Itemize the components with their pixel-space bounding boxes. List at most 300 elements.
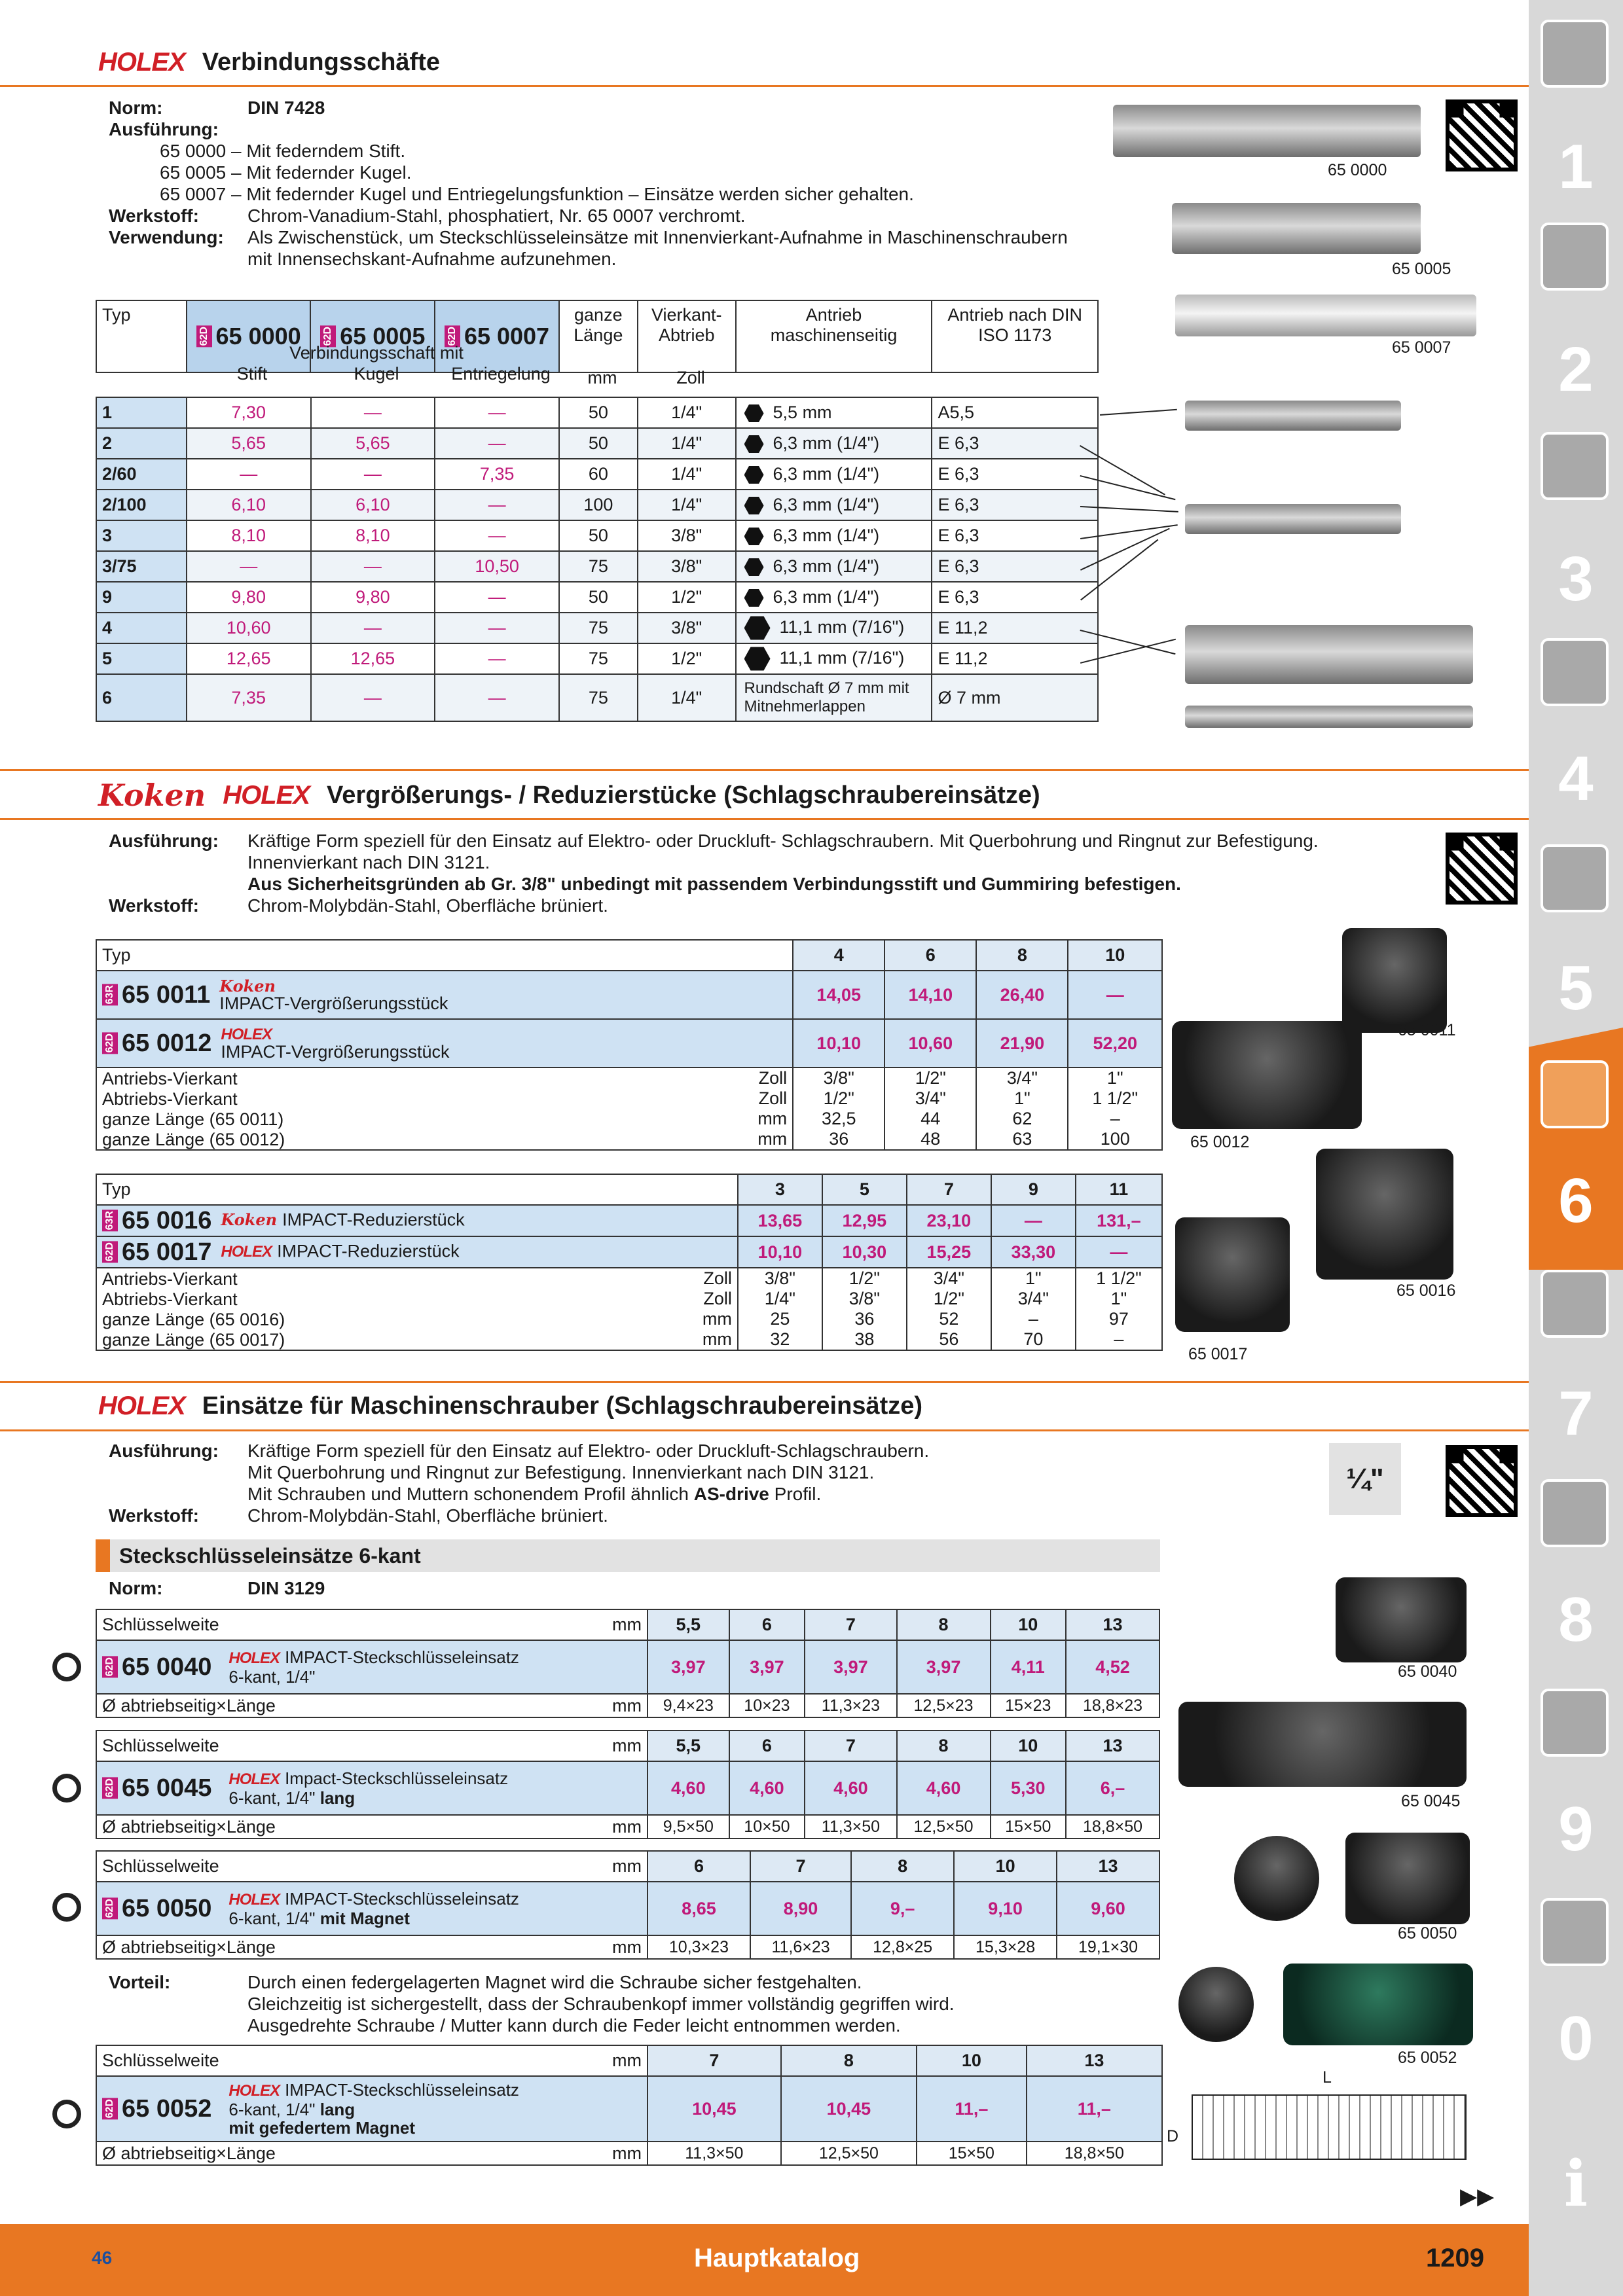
qr-code[interactable]	[1446, 99, 1518, 171]
vorteil-line: Durch einen federgelagerten Magnet wird die Schraube sicher festgehalten.	[247, 1972, 862, 1992]
size-badge: ¼"	[1329, 1443, 1401, 1515]
cell-vierkant: 3/8"	[638, 520, 736, 551]
cell-price: 12,95	[822, 1205, 907, 1236]
chapter-icon[interactable]	[1541, 1270, 1609, 1338]
cell-din: E 6,3	[932, 582, 1098, 613]
caption: 65 0016	[1396, 1282, 1456, 1300]
cell-price: —	[187, 459, 311, 490]
th-size: 13	[1066, 1731, 1159, 1761]
th-size: 8	[781, 2045, 917, 2076]
spec-value: 70	[991, 1329, 1076, 1350]
spec-value: 1"	[1076, 1289, 1162, 1309]
th-size: 7	[805, 1609, 896, 1640]
dim-value: 15×50	[991, 1815, 1067, 1839]
spec-value: 52	[907, 1309, 991, 1329]
th-vierkant: Vierkant-Abtrieb	[638, 300, 736, 372]
spec-label: ganze Länge (65 0016)	[96, 1309, 627, 1329]
table-vergroesserungsstueck	[96, 939, 1163, 1151]
cell-vierkant: 1/4"	[638, 397, 736, 428]
product-cell: 62D 65 0040 HOLEX IMPACT-Steckschlüsseleinsatz 6-kant, 1/4"	[96, 1640, 647, 1694]
cell-price: 4,60	[805, 1761, 896, 1815]
dimension-row	[96, 1815, 1159, 1839]
holex-logo: HOLEX	[98, 1391, 185, 1420]
header-row	[96, 940, 1162, 971]
cell-price: 13,65	[738, 1205, 822, 1236]
spec-row	[96, 1109, 1162, 1129]
th-unit: mm	[607, 1851, 647, 1882]
product-image-650050-front	[1234, 1836, 1319, 1921]
cell-price: 4,60	[897, 1761, 991, 1815]
cell-price: 33,30	[991, 1236, 1076, 1268]
th-schluesselweite: Schlüsselweite	[96, 1609, 607, 1640]
cell-price: —	[435, 674, 559, 721]
cell-price: 10,60	[884, 1019, 976, 1067]
spec-value: 36	[822, 1309, 907, 1329]
cell-din: E 6,3	[932, 428, 1098, 459]
th-size: 3	[738, 1174, 822, 1205]
holex-logo: HOLEX	[98, 47, 185, 77]
th-size: 6	[884, 940, 976, 971]
spec-value: 25	[738, 1309, 822, 1329]
table-650040	[96, 1609, 1160, 1718]
ausfuehrung-label: Ausführung:	[109, 831, 219, 851]
werkstoff-value: Chrom-Molybdän-Stahl, Oberfläche brüniert.	[247, 1505, 608, 1526]
spec-unit: mm	[757, 1109, 788, 1128]
th-size: 9	[991, 1174, 1076, 1205]
table-row	[96, 674, 1098, 721]
chapter-icon[interactable]	[1541, 432, 1609, 500]
th-size: 4	[793, 940, 884, 971]
product-image-650040	[1336, 1577, 1467, 1662]
ausfuehrung-value: Mit Schrauben und Muttern schonendem Profil ähnlich AS-drive Profil.	[247, 1484, 822, 1504]
product-drawing-shaft	[1185, 504, 1401, 534]
product-row	[96, 971, 1162, 1019]
spec-value: 3/4"	[907, 1268, 991, 1289]
cell-price: —	[311, 459, 435, 490]
cell-vierkant: 1/2"	[638, 643, 736, 674]
table-reduzierstueck	[96, 1174, 1163, 1351]
spec-unit: Zoll	[758, 1068, 788, 1088]
cell-price: 4,52	[1066, 1640, 1159, 1694]
technical-drawing	[1192, 2094, 1467, 2160]
cell-antrieb: 6,3 mm (1/4")	[736, 428, 932, 459]
th-size: 13	[1057, 1851, 1159, 1882]
cell-laenge: 75	[559, 551, 638, 582]
ausfuehrung-line: 65 0000 – Mit federndem Stift.	[160, 141, 406, 161]
cell-typ: 2/60	[96, 459, 187, 490]
dimension-row	[96, 2142, 1162, 2165]
th-laenge: ganze Länge	[559, 300, 638, 372]
chapter-tab-6[interactable]: 6	[1558, 1166, 1594, 1236]
hex-profile-icon	[52, 1893, 81, 1922]
cell-price: 6,–	[1066, 1761, 1159, 1815]
dim-value: 18,8×50	[1066, 1815, 1159, 1839]
th-size: 5,5	[647, 1609, 729, 1640]
table-row	[96, 520, 1098, 551]
th-schluesselweite: Schlüsselweite	[96, 1731, 607, 1761]
cell-price: 52,20	[1068, 1019, 1162, 1067]
chapter-tab-9[interactable]: 9	[1558, 1794, 1594, 1864]
chapter-tab-1[interactable]: 1	[1558, 132, 1594, 202]
th-unit: mm	[607, 2045, 647, 2076]
spec-value: 100	[1068, 1129, 1162, 1150]
cell-price: —	[435, 643, 559, 674]
spec-value: 1"	[991, 1268, 1076, 1289]
th-size: 7	[647, 2045, 781, 2076]
cell-price: 10,45	[647, 2076, 781, 2142]
cell-price: 15,25	[907, 1236, 991, 1268]
hexagon-icon	[744, 403, 764, 423]
spec-unit: mm	[627, 1329, 738, 1350]
dim-value: 12,5×50	[781, 2142, 917, 2165]
cell-antrieb: 11,1 mm (7/16")	[736, 613, 932, 643]
spec-value: 1"	[976, 1088, 1068, 1109]
product-image-650011	[1342, 928, 1447, 1033]
spec-value: 32	[738, 1329, 822, 1350]
table-650045	[96, 1730, 1160, 1839]
cell-price: 9,80	[311, 582, 435, 613]
norm-label: Norm:	[109, 98, 163, 118]
spec-unit: Zoll	[703, 1268, 732, 1288]
catalog-name: Hauptkatalog	[694, 2244, 860, 2272]
caption: 65 0000	[1328, 161, 1387, 179]
cell-price: 4,60	[729, 1761, 805, 1815]
th-subheader: Verbindungsschaft mit	[289, 343, 464, 363]
safety-note: Aus Sicherheitsgründen ab Gr. 3/8" unbedingt mit passendem Verbindungsstift und Gummiring befestigen.	[247, 874, 1181, 894]
cell-price: 10,10	[738, 1236, 822, 1268]
cell-antrieb: 6,3 mm (1/4")	[736, 459, 932, 490]
cell-vierkant: 3/8"	[638, 551, 736, 582]
dim-value: 18,8×23	[1066, 1694, 1159, 1717]
product-row	[96, 1882, 1159, 1935]
ausfuehrung-line: 65 0005 – Mit federnder Kugel.	[160, 162, 412, 183]
chapter-tab-8[interactable]: 8	[1558, 1585, 1594, 1655]
hexagon-icon	[744, 526, 764, 546]
cell-price: —	[1076, 1236, 1162, 1268]
chapter-icon[interactable]	[1541, 1060, 1609, 1128]
th-size: 8	[897, 1609, 991, 1640]
chapter-icon[interactable]	[1541, 223, 1609, 291]
product-image-650000	[1113, 105, 1421, 157]
ausfuehrung-label: Ausführung:	[109, 119, 219, 139]
ausfuehrung-value: Mit Querbohrung und Ringnut zur Befestigung. Innenvierkant nach DIN 3121.	[247, 1462, 875, 1482]
product-cell: 62D 65 0012 HOLEX IMPACT-Vergrößerungsstück	[96, 1019, 793, 1067]
chapter-icon[interactable]	[1541, 1898, 1609, 1966]
th-size: 10	[991, 1609, 1067, 1640]
dim-value: 18,8×50	[1027, 2142, 1162, 2165]
cell-laenge: 75	[559, 674, 638, 721]
cell-price: 12,65	[311, 643, 435, 674]
product-cell: 63R 65 0011 Koken IMPACT-Vergrößerungsstück	[96, 971, 793, 1019]
table-650050	[96, 1850, 1160, 1960]
dim-value: 10,3×23	[647, 1935, 750, 1959]
caption: 65 0007	[1392, 338, 1451, 357]
werkstoff-label: Werkstoff:	[109, 895, 199, 916]
product-image-650052	[1283, 1964, 1473, 2045]
table-row	[96, 459, 1098, 490]
th-unit: mm	[607, 1731, 647, 1761]
product-image-650050	[1345, 1833, 1470, 1924]
product-drawing-shaft-round	[1185, 706, 1473, 728]
cell-din: E 11,2	[932, 643, 1098, 674]
cell-din: E 6,3	[932, 459, 1098, 490]
divider	[0, 1429, 1529, 1431]
hexagon-icon	[744, 615, 771, 641]
dimension-row	[96, 1935, 1159, 1959]
cell-price: 7,35	[435, 459, 559, 490]
hexagon-icon	[744, 557, 764, 577]
spec-value: 38	[822, 1329, 907, 1350]
cell-price: —	[991, 1205, 1076, 1236]
spec-block-2	[109, 830, 1438, 916]
chapter-tab-2[interactable]: 2	[1558, 334, 1594, 404]
cell-price: 4,60	[647, 1761, 729, 1815]
cell-price: 8,10	[187, 520, 311, 551]
cell-laenge: 60	[559, 459, 638, 490]
product-image-650007	[1175, 295, 1476, 336]
product-row	[96, 1761, 1159, 1815]
cell-typ: 1	[96, 397, 187, 428]
spec-label: Antriebs-Vierkant	[96, 1268, 627, 1289]
double-arrow-right-icon[interactable]: ▶▶	[1460, 2184, 1495, 2209]
cell-price: 4,11	[991, 1640, 1067, 1694]
dim-label: Ø abtriebseitig×Länge	[96, 1815, 607, 1839]
section-title: Einsätze für Maschinenschrauber (Schlagschraubereinsätze)	[202, 1391, 923, 1420]
cell-price: —	[311, 613, 435, 643]
holex-logo: HOLEX	[223, 780, 310, 810]
cell-din: Ø 7 mm	[932, 674, 1098, 721]
norm-block	[109, 1577, 325, 1599]
cell-laenge: 50	[559, 582, 638, 613]
dim-value: 15×50	[917, 2142, 1027, 2165]
th-kugel: Kugel	[354, 364, 399, 384]
cell-din: A5,5	[932, 397, 1098, 428]
cell-antrieb: 6,3 mm (1/4")	[736, 551, 932, 582]
ausfuehrung-value: Kräftige Form speziell für den Einsatz auf Elektro- oder Druckluft-Schlagschraubern.	[247, 1441, 930, 1461]
cell-price: 6,10	[187, 490, 311, 520]
cell-price: 8,10	[311, 520, 435, 551]
product-drawing-shaft-large	[1185, 625, 1473, 684]
spec-value: 3/8"	[793, 1067, 884, 1088]
caption: 65 0050	[1398, 1924, 1457, 1943]
norm-value: DIN 3129	[247, 1578, 325, 1598]
ausfuehrung-line: 65 0007 – Mit federnder Kugel und Entriegelungsfunktion – Einsätze werden sicher gehalten.	[160, 184, 914, 204]
caption: 65 0045	[1401, 1792, 1461, 1810]
th-size: 13	[1027, 2045, 1162, 2076]
spec-value: 97	[1076, 1309, 1162, 1329]
th-size: 8	[976, 940, 1068, 971]
dim-label: Ø abtriebseitig×Länge	[96, 1935, 607, 1959]
norm-value: DIN 7428	[247, 98, 325, 118]
cell-price: 11,–	[1027, 2076, 1162, 2142]
th-size: 11	[1076, 1174, 1162, 1205]
cell-antrieb: Rundschaft Ø 7 mm mit Mitnehmerlappen	[736, 674, 932, 721]
dim-value: 15,3×28	[954, 1935, 1057, 1959]
cell-price: —	[311, 551, 435, 582]
cell-price: —	[435, 520, 559, 551]
cell-din: E 6,3	[932, 490, 1098, 520]
verwendung-label: Verwendung:	[109, 227, 224, 247]
cell-price: 3,97	[897, 1640, 991, 1694]
spec-value: –	[1068, 1109, 1162, 1129]
caption: 65 0052	[1398, 2049, 1457, 2067]
spec-value: –	[991, 1309, 1076, 1329]
cell-laenge: 50	[559, 428, 638, 459]
cell-price: 5,65	[187, 428, 311, 459]
chapter-tab-0[interactable]: 0	[1558, 2003, 1594, 2073]
chapter-icon[interactable]	[1541, 1689, 1609, 1757]
divider	[0, 85, 1529, 87]
chapter-tab-3[interactable]: 3	[1558, 544, 1594, 614]
th-size: 13	[1066, 1609, 1159, 1640]
th-typ: Typ	[96, 1174, 738, 1205]
cell-price: 9,–	[851, 1882, 954, 1935]
hexagon-icon	[744, 434, 764, 454]
hexagon-icon	[744, 495, 764, 515]
hex-profile-icon	[52, 2100, 81, 2128]
cell-price: 10,60	[187, 613, 311, 643]
cell-laenge: 75	[559, 643, 638, 674]
cell-din: E 6,3	[932, 551, 1098, 582]
product-row	[96, 1236, 1162, 1268]
werkstoff-value: Chrom-Vanadium-Stahl, phosphatiert, Nr. 65 0007 verchromt.	[247, 206, 746, 226]
product-image-650012	[1172, 1021, 1362, 1129]
table-row	[96, 397, 1098, 428]
vorteil-line: Gleichzeitig ist sichergestellt, dass der Schraubenkopf immer vollständig gegriffen wird.	[247, 1994, 955, 2014]
werkstoff-value: Chrom-Molybdän-Stahl, Oberfläche brüniert.	[247, 895, 608, 916]
spec-value: 1/2"	[884, 1067, 976, 1088]
caption: 65 0011	[1398, 1021, 1456, 1039]
dim-value: 12,5×23	[897, 1694, 991, 1717]
chapter-tab-5[interactable]: 5	[1558, 953, 1594, 1023]
spec-value: 3/4"	[884, 1088, 976, 1109]
cell-din: E 6,3	[932, 520, 1098, 551]
chapter-icon[interactable]	[1541, 638, 1609, 706]
dim-value: 11,3×50	[647, 2142, 781, 2165]
chapter-tab-i[interactable]: i	[1563, 2147, 1588, 2221]
qr-code[interactable]	[1446, 833, 1518, 905]
spec-label: Abtriebs-Vierkant	[96, 1088, 672, 1109]
chapter-icon[interactable]	[1541, 20, 1609, 88]
th-size: 6	[647, 1851, 750, 1882]
spec-value: 3/8"	[738, 1268, 822, 1289]
cell-price: 7,35	[187, 674, 311, 721]
spec-value: 1/4"	[738, 1289, 822, 1309]
spec-value: 32,5	[793, 1109, 884, 1129]
section-title: Verbindungsschäfte	[202, 48, 440, 76]
dim-unit: mm	[607, 1694, 647, 1717]
ausfuehrung-label: Ausführung:	[109, 1441, 219, 1461]
dim-value: 9,5×50	[647, 1815, 729, 1839]
cell-din: E 11,2	[932, 613, 1098, 643]
cell-price: 12,65	[187, 643, 311, 674]
product-row	[96, 1640, 1159, 1694]
spec-value: –	[1076, 1329, 1162, 1350]
chapter-tab-7[interactable]: 7	[1558, 1378, 1594, 1448]
spec-row	[96, 1129, 1162, 1150]
th-size: 7	[907, 1174, 991, 1205]
table-row	[96, 643, 1098, 674]
th-schluesselweite: Schlüsselweite	[96, 1851, 607, 1882]
dimension-row	[96, 1694, 1159, 1717]
verwendung-value: Als Zwischenstück, um Steckschlüsseleinsätze mit Innenvierkant-Aufnahme in Maschinenschraubern	[247, 227, 1068, 247]
cell-typ: 5	[96, 643, 187, 674]
dim-value: 11,6×23	[750, 1935, 851, 1959]
chapter-icon[interactable]	[1541, 1479, 1609, 1547]
spec-value: 3/4"	[976, 1067, 1068, 1088]
chapter-tab-4[interactable]: 4	[1558, 744, 1594, 814]
vorteil-line: Ausgedrehte Schraube / Mutter kann durch die Feder leicht entnommen werden.	[247, 2015, 901, 2036]
cell-vierkant: 1/2"	[638, 582, 736, 613]
th-unit: mm	[607, 1609, 647, 1640]
th-size: 5,5	[647, 1731, 729, 1761]
product-row	[96, 1019, 1162, 1067]
cell-typ: 4	[96, 613, 187, 643]
cell-price: 10,50	[435, 551, 559, 582]
cell-price: 14,10	[884, 971, 976, 1019]
cell-price: 3,97	[647, 1640, 729, 1694]
header-row	[96, 1174, 1162, 1205]
verwendung-value-2: mit Innensechskant-Aufnahme aufzunehmen.	[247, 249, 617, 269]
cell-vierkant: 3/8"	[638, 613, 736, 643]
cell-laenge: 100	[559, 490, 638, 520]
cell-price: —	[435, 582, 559, 613]
cell-price: 11,–	[917, 2076, 1027, 2142]
dim-value: 11,3×50	[805, 1815, 896, 1839]
product-cell: 62D 65 0017 HOLEX IMPACT-Reduzierstück	[96, 1236, 738, 1268]
spec-value: 3/8"	[822, 1289, 907, 1309]
cell-price: 8,65	[647, 1882, 750, 1935]
spec-label: Abtriebs-Vierkant	[96, 1289, 627, 1309]
dim-value: 9,4×23	[647, 1694, 729, 1717]
spec-value: 44	[884, 1109, 976, 1129]
cell-price: 5,65	[311, 428, 435, 459]
cell-vierkant: 1/4"	[638, 674, 736, 721]
cell-antrieb: 6,3 mm (1/4")	[736, 520, 932, 551]
qr-code[interactable]	[1446, 1445, 1518, 1517]
th-antrieb: Antrieb maschinenseitig	[736, 300, 932, 372]
th-typ: Typ	[96, 940, 793, 971]
th-650000: 62D 65 0000	[187, 300, 311, 372]
table-row	[96, 582, 1098, 613]
spec-value: 1/2"	[907, 1289, 991, 1309]
cell-price: 9,10	[954, 1882, 1057, 1935]
spec-row	[96, 1067, 1162, 1088]
cell-price: —	[311, 397, 435, 428]
section-header-verbindungsschaefte	[98, 39, 440, 85]
chapter-icon[interactable]	[1541, 844, 1609, 912]
dim-value: 10×50	[729, 1815, 805, 1839]
th-size: 8	[897, 1731, 991, 1761]
werkstoff-label: Werkstoff:	[109, 206, 199, 226]
product-row	[96, 1205, 1162, 1236]
dim-value: 12,8×25	[851, 1935, 954, 1959]
vorteil-label: Vorteil:	[109, 1972, 171, 1992]
section-title: Vergrößerungs- / Reduzierstücke (Schlagschraubereinsätze)	[327, 781, 1040, 809]
spec-unit: Zoll	[758, 1088, 788, 1108]
ausfuehrung-value: Kräftige Form speziell für den Einsatz auf Elektro- oder Druckluft- Schlagschraubern. Mit Querbohrung und Ringnut zur Befestigung.	[247, 831, 1319, 851]
cell-antrieb: 5,5 mm	[736, 397, 932, 428]
spec-row	[96, 1329, 1162, 1350]
product-image-650052-front	[1178, 1967, 1254, 2042]
th-din: Antrieb nach DIN ISO 1173	[932, 300, 1098, 372]
spec-value: 1 1/2"	[1076, 1268, 1162, 1289]
spec-block-1	[109, 97, 1130, 270]
spec-value: 3/4"	[991, 1289, 1076, 1309]
product-drawing-shaft	[1185, 401, 1401, 431]
dim-value: 11,3×23	[805, 1694, 896, 1717]
dimension-label-D: D	[1167, 2127, 1179, 2145]
